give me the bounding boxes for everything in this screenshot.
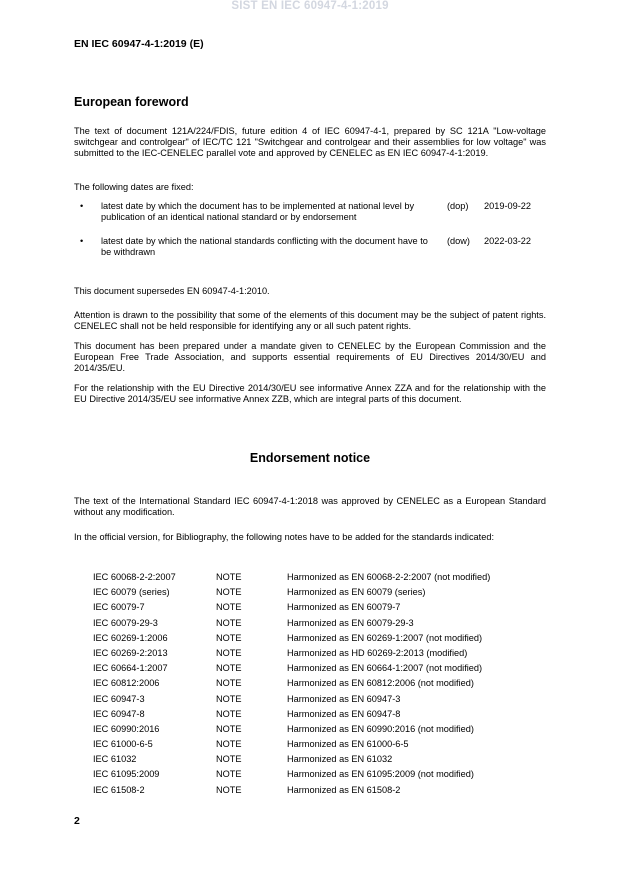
note-standard: IEC 60947-8 [93,708,145,719]
note-standard: IEC 60068-2-2:2007 [93,572,176,582]
note-label: NOTE [216,632,242,643]
date-item-code: (dop) [447,201,469,211]
note-label: NOTE [216,754,242,765]
note-harmonized: Harmonized as EN 61000-6-5 [287,739,409,750]
note-standard: IEC 60664-1:2007 [93,663,168,674]
date-item-date: 2019-09-22 [484,201,531,211]
patent-paragraph: Attention is drawn to the possibility that some of the elements of this document may be the subject of patent rights. CENELEC shall not be held responsible for identifying any or all such patent rights. [74,310,546,332]
dates-intro-paragraph: The following dates are fixed: [74,182,194,192]
note-harmonized: Harmonized as HD 60269-2:2013 (modified) [287,647,468,658]
note-harmonized: Harmonized as EN 61508-2 [287,784,401,795]
note-label: NOTE [216,723,242,734]
note-label: NOTE [216,587,242,598]
note-standard: IEC 61000-6-5 [93,739,153,750]
date-item-date: 2022-03-22 [484,236,531,246]
mandate-paragraph: This document has been prepared under a mandate given to CENELEC by the European Commission and the European Free Trade Association, and supports essential requirements of EU Directives 2014/30/EU and 2014/35/EU. [74,341,546,374]
note-standard: IEC 60079-29-3 [93,617,158,628]
note-standard: IEC 60079 (series) [93,587,170,598]
note-label: NOTE [216,663,242,674]
page-number: 2 [74,815,80,827]
note-standard: IEC 60079-7 [93,602,145,613]
endorsement-paragraph: The text of the International Standard IEC 60947-4-1:2018 was approved by CENELEC as a European Standard without any modification. [74,496,546,518]
note-standard: IEC 60812:2006 [93,678,160,689]
bullet-icon: • [80,201,84,211]
note-harmonized: Harmonized as EN 60079-7 [287,602,401,613]
bullet-icon: • [80,236,84,246]
note-harmonized: Harmonized as EN 60947-8 [287,708,401,719]
note-harmonized: Harmonized as EN 60990:2016 (not modified) [287,723,474,734]
foreword-intro-paragraph: The text of document 121A/224/FDIS, future edition 4 of IEC 60947-4-1, prepared by SC 121A "Low-voltage switchgear and controlgear" of IEC/TC 121 "Switchgear and controlgear and their assemblies for low voltage" was submitted to the IEC-CENELEC parallel vote and approved by CENELEC as EN IEC 60947-4-1:2019. [74,126,546,159]
note-label: NOTE [216,693,242,704]
note-harmonized: Harmonized as EN 61095:2009 (not modified) [287,769,474,780]
date-item-text: latest date by which the document has to be implemented at national level by publication of an identical national standard or by endorsement [101,201,415,223]
note-standard: IEC 60947-3 [93,693,145,704]
relationship-paragraph: For the relationship with the EU Directive 2014/30/EU see informative Annex ZZA and for the relationship with the EU Directive 2014/35/EU see informative Annex ZZB, which are integral parts of this document. [74,383,546,405]
note-standard: IEC 60269-2:2013 [93,647,168,658]
endorsement-heading: Endorsement notice [249,451,371,465]
note-standard: IEC 61508-2 [93,784,145,795]
note-harmonized: Harmonized as EN 60079-29-3 [287,617,414,628]
note-harmonized: Harmonized as EN 60269-1:2007 (not modified) [287,632,483,643]
foreword-heading: European foreword [74,95,189,109]
note-label: NOTE [216,784,242,795]
note-harmonized: Harmonized as EN 60068-2-2:2007 (not modified) [287,572,491,582]
note-standard: IEC 60990:2016 [93,723,160,734]
note-label: NOTE [216,739,242,750]
note-standard: IEC 61032 [93,754,137,765]
note-label: NOTE [216,708,242,719]
note-label: NOTE [216,602,242,613]
note-harmonized: Harmonized as EN 60079 (series) [287,587,426,598]
note-label: NOTE [216,769,242,780]
note-harmonized: Harmonized as EN 60812:2006 (not modified) [287,678,474,689]
date-item-code: (dow) [447,236,470,246]
supersedes-paragraph: This document supersedes EN 60947-4-1:2010. [74,286,270,296]
note-harmonized: Harmonized as EN 60664-1:2007 (not modified) [287,663,483,674]
note-label: NOTE [216,617,242,628]
note-label: NOTE [216,678,242,689]
note-harmonized: Harmonized as EN 60947-3 [287,693,401,704]
note-standard: IEC 61095:2009 [93,769,160,780]
date-item-text: latest date by which the national standards conflicting with the document have to be withdrawn [101,236,428,258]
bibliography-intro-paragraph: In the official version, for Bibliography, the following notes have to be added for the standards indicated: [74,532,494,542]
document-id: EN IEC 60947-4-1:2019 (E) [74,38,204,50]
note-harmonized: Harmonized as EN 61032 [287,754,393,765]
note-label: NOTE [216,572,242,582]
note-standard: IEC 60269-1:2006 [93,632,168,643]
note-label: NOTE [216,647,242,658]
watermark: SIST EN IEC 60947-4-1:2019 [231,0,389,12]
